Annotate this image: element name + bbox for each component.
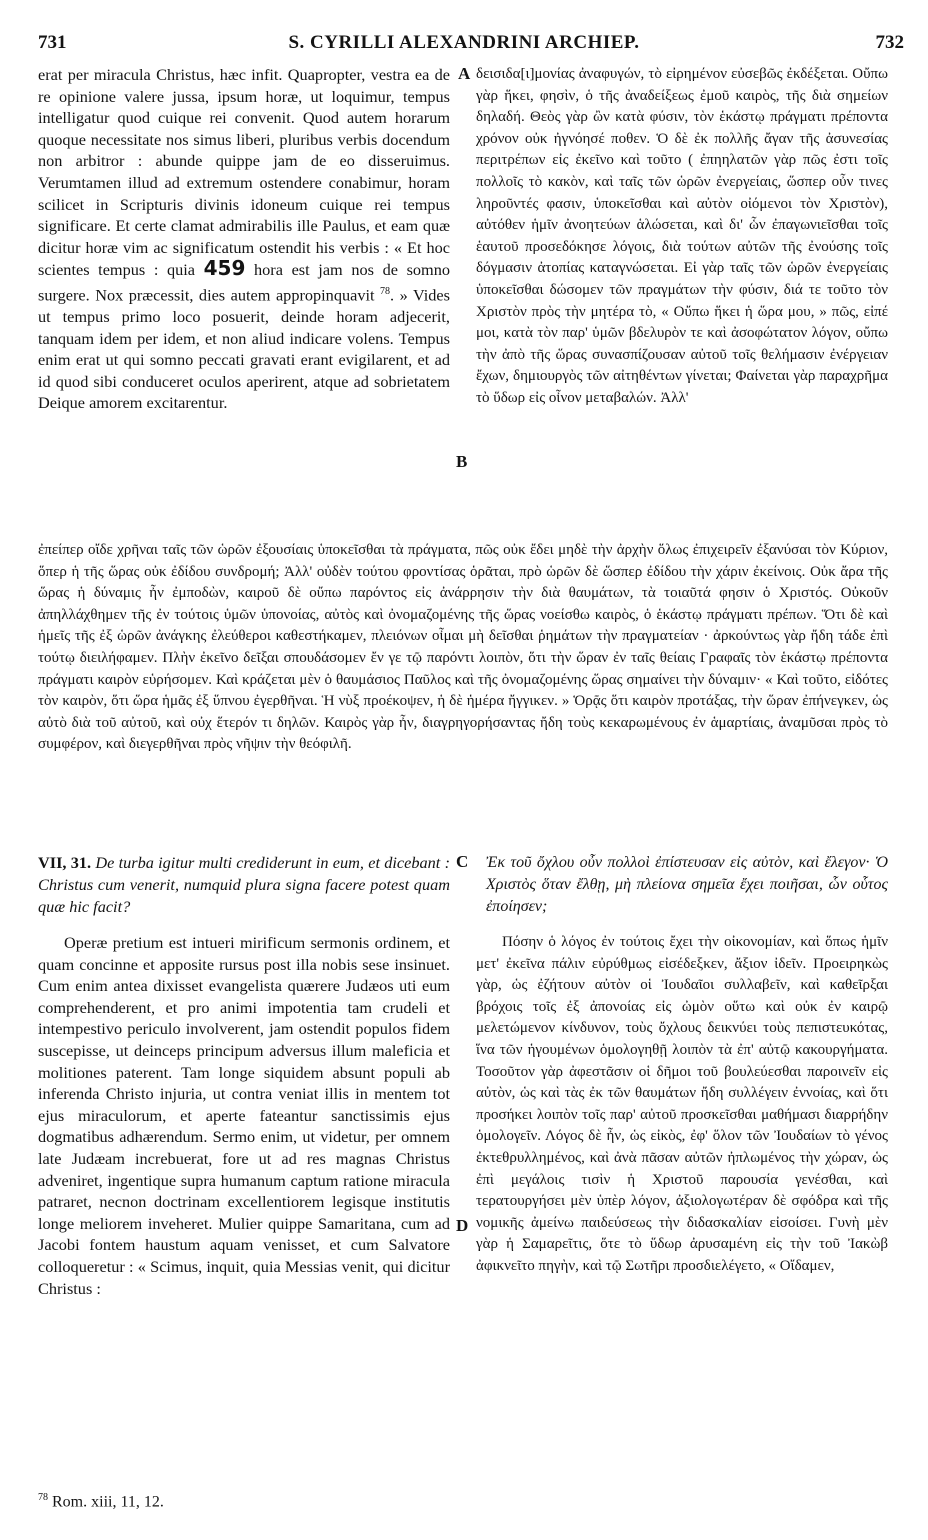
section-marker-d: D: [456, 1216, 469, 1235]
greek-text: ἐπείπερ οἴδε χρῆναι ταῖς τῶν ὡρῶν ἐξουσίαις ὑποκεῖσθαι τὰ πράγματα, πῶς οὐκ ἔδει μηδὲ τὴν ἀρχὴν ὅλως ἐπιχειρεῖν ἐξανύσαι τὸν Κύριον, ὅπερ ἡ τῆς ὥρας οὐκ ἐδίδου συνδρομή; Ἀλλ' οὐδὲν τούτου φροντίσας ὁρᾶται, πρὸ ὡρῶν δὲ ὥσπερ ἐδίδου τὴν χάριν ἐκείνοις. Οὐκ ἄρα τῆς ὥρας ἡ δύναμις ἦν ἐμποδὼν, καιροῦ δὲ οὔπω παρόντος εἰς ἀνάρρησιν τὴν διὰ θαυμάτων, τὰ τοιαῦτά φησιν ὁ Χριστός. Οὐκοῦν ἀπηλλάχθημεν τῆς ἐν τούτοις ὑμῶν ὑπονοίας, αὐτὸς καὶ ὀνομαζομένης τῆς ὥρας νοείσθω καιρὸς, ὁ ἑκάστῳ πράγματι πρέπων. Ὅτι δὲ καὶ ἡμεῖς τῆς ἐξ ὡρῶν ἀνάγκης ἐλεύθεροι καθεστήκαμεν, πλειόνων οἶμαι μὴ δεῖσθαι ῥημάτων τὴν πραγματείαν · ἀρκούντως γὰρ ἤδη τάδε ἐπὶ τούτῳ διειλήφαμεν. Πλὴν ἐκεῖνο δεῖξαι σπουδάσομεν ἔν γε τῷ παρόντι λοιπὸν, ὅτι τὴν ὥραν ἐν ταῖς θείαις Γραφαῖς τὸν ἑκάστῳ πρέποντα πράγματι καιρὸν εὑρήσομεν. Καὶ κράζεται μὲν ὁ θαυμάσιος Παῦλος καὶ τῆς ὀνομαζομένης ὥρας σημαίνει τὴν δύναμιν· « Καὶ τοῦτο, εἰδότες τὸν καιρὸν, ὅτι ὥρα ἡμᾶς ἐξ ὕπνου ἐγερθῆναι. Ἡ νὺξ προέκοψεν, ἡ δὲ ἡμέρα ἤγγικεν. » Ὁρᾷς ὅτι καιρὸν προτάξας, τὴν ὥραν ἐπήνεγκεν, ὡς αὐτὸ διὰ τοῦ αὐτοῦ, καὶ οὐχ ἕτερόν τι δηλῶν. Καιρὸς γὰρ ἦν, διαγρηγορήσαντας ἤδη τοὺς κεκαρωμένους ἐν ἁμαρτίαις, ἀναμῦσαι πρὸς τὸ συμφέρον, καὶ διεγερθῆναι πρὸς νῆψιν τὴν θεόφιλῆ.: [38, 542, 888, 753]
greek-heading: [486, 852, 888, 918]
verse-text: De turba igitur multi crediderunt in eum, et dicebant : Christus cum venerit, numquid plura signa facere potest quam quæ hic facit?: [38, 853, 450, 916]
page-number-right: 732: [875, 32, 904, 53]
section-marker-c: C: [456, 852, 469, 871]
latin-heading: [38, 852, 450, 918]
greek-full-width: [38, 540, 888, 756]
section-marker-b: B: [456, 452, 468, 471]
greek-column-top: [476, 64, 888, 410]
verse-text: Ἐκ τοῦ ὄχλου οὖν πολλοὶ ἐπίστευσαν εἰς αὐτὸν, καὶ ἔλεγον· Ὁ Χριστὸς ὅταν ἔλθῃ, μὴ πλείονα σημεῖα ἔχει ποιῆσαι, ὧν οὗτος ἐποίησεν;: [486, 854, 888, 915]
section-marker-a: A: [458, 64, 471, 83]
page-header: [0, 32, 928, 56]
latin-text: . » Vides ut tempus primo loco posuerit, deinde horam adjecerit, tanquam idem per idem, et non aliud indicare volens. Tempus enim erat ut qui somno peccati gravati erant evigilarent, et ad id quod sibi conduceret oculos aperirent, atque ad sobrietatem Deique amorem excitarentur.: [38, 285, 450, 413]
footnote-number: 78: [38, 1492, 48, 1503]
footnote-text: Rom. xiii, 11, 12.: [48, 1493, 164, 1511]
greek-column-bottom: [476, 932, 888, 1278]
running-title: S. CYRILLI ALEXANDRINI ARCHIEP.: [288, 32, 640, 53]
greek-text: Πόσην ὁ λόγος ἐν τούτοις ἔχει τὴν οἰκονομίαν, καὶ ὅπως ἡμῖν μετ' ἐκεῖνα πάλιν εὐρύθμως εἰσέδεξκεν, ἄξιον ἰδεῖν. Προειρηκὼς γὰρ, ὡς ἐζήτουν αὐτὸν οἱ Ἰουδαῖοι συλλαβεῖν, καὶ καθεῖρξαι βρόχοις τοῖς ἐξ ἀπονοίας εἰς ὠμὸν οὕτω καὶ οὐκ ἐν καιρῷ μελετώμενον κίνδυνον, τοὺς ὄχλους δεικνύει τοὺς πεπιστευκότας, ἵνα τῶν ἡγουμένων ὁμολογηθῇ λοιπὸν τὰ ἐπ' αὐτῷ κακουργήματα. Τοσοῦτον γὰρ ἀφεστᾶσιν οἱ δῆμοι τοῦ βουλεύεσθαι παροινεῖν εἰς αὐτὸν, ὡς καὶ τὰς ἐκ τῶν θαυμάτων ἤδη συλλέγειν ἐννοίας, καὶ ὅτι προσήκει λοιπὸν τοῖς παρ' αὐτοῦ προσκεῖσθαι μαθήμασι διαρρήδην ὁμολογεῖν. Λόγος δὲ ἦν, ὡς εἰκὸς, ἐφ' ὅλον τῶν Ἰουδαίων τὸ γένος ἐκτεθρυλλημένος, καὶ ἀνὰ πᾶσαν αὐτῶν ἠπλωμένος τὴν χώραν, ὡς ἐπὶ μεγάλοις τισὶν ἡ Χριστοῦ παρουσία γενέσθαι, καὶ τερατουργήσει μὲν ὑπὲρ λόγον, ἀξιολογωτέραν δὲ σφόδρα καὶ τῆς νομικῆς ἀμείνω παιδεύσεως τὴν διδασκαλίαν εἰσοίσει. Γυνὴ μὲν γὰρ ἡ Σαμαρεῖτις, ὅτε τὸ ὕδωρ ἀρυσαμένη εἰς τὴν τοῦ Ἰακὼβ ἀφικνεῖτο πηγὴν, καὶ τῷ Σωτῆρι προσδιελέγετο, « Οἴδαμεν,: [476, 934, 888, 1274]
footnote-ref: 78: [380, 285, 391, 297]
latin-text: erat per miracula Christus, hæc infit. Quapropter, vestra ea de re opinione valere jussa, ipsum horæ, ut loquimur, tempus intelligatur quod cuique rei convenit. Quod autem horarum quoque necessitate nos simus liberi, pluribus verbis docendum non arbitror : abunde quippe jam de eo disseruimus. Verumtamen illud ad extremum ostendere conabimur, horam scilicet in Scripturis divinis idoneum cuique rei tempus significare. Et certe clamat admirabilis ille Paulus, et eam quæ dicitur horæ vim ac significatum ostendit his verbis : « Et hoc scientes tempus : quia: [38, 65, 450, 280]
greek-text: δεισιδα[ι]μονίας ἀναφυγών, τὸ εἰρημένον εὐσεβῶς ἐκδέξεται. Οὔπω γὰρ ἥκει, φησὶν, ὁ τῆς ἀναδείξεως ἐμοῦ καιρὸς, τῆς διὰ σημείων δηλαδή. Θεὸς γὰρ ὢν κατὰ φύσιν, τὸν ἑκάστῳ πράγματι πρέποντα χρόνον οὐκ ἠγνόησέ ποθεν. Ὁ δὲ ἐκ πολλῆς ἄγαν τῆς ἀσυνεσίας περιτρέπων εἰς ἐκεῖνο καὶ τοῦτο ( ἐπηηλατῶν γὰρ πῶς ἐστι τοῖς πολλοῖς τὸ κακὸν, καὶ ταῖς τῶν ὡρῶν ἐνεργείαις, ὥσπερ οὖν τινες ληροῦντές φασιν, ὑποκεῖσθαι καὶ αὐτὸν οἰόμενοι τὸν Χριστὸν), αὐτόθεν ἡμῖν ἀνοητεύων ἁλώσεται, καὶ δι' ὧν ἐπαγωνιεῖσθαι τοῖς ἑαυτοῦ προσεδόκησε λόγοις, διὰ τούτων αὐτῶν τῆς ἐνούσης τοῖς δόγμασιν ἀτοπίας καταγνώσεται. Εἰ γὰρ ταῖς τῶν ὡρῶν ἐνεργείαις ὑποκεῖσθαι δώσομεν τῶν πραγμάτων τὴν φύσιν, διά τε τοῦτο τὸν Χριστὸν πρὸς τὴν μητέρα τὸ, « Οὔπω ἥκει ἡ ὥρα μου, » πῶς, εἰπέ μοι, κατὰ τὸν παρ' ὑμῶν βδελυρὸν τε καὶ ἀσοφώτατον λόγον, οὔπω τὴν ἀπὸ τῆς ὥρας συνασπίζουσαν αὐτοῦ τοῖς θελήμασιν ἐνέργειαν ἔχων, δημιουργὸς τῶν αἰτηθέντων γίνεται; Φαίνεται γὰρ παραχρῆμα τὸ ὕδωρ εἰς οἶνον μεταβαλών. Ἀλλ': [476, 66, 888, 406]
latin-column-bottom: [38, 932, 450, 1299]
margin-number: 459: [203, 256, 246, 281]
verse-number: VII, 31.: [38, 853, 92, 872]
latin-text: Operæ pretium est intueri mirificum sermonis ordinem, et quam concinne et apposite rursus post illa nobis sese insinuet. Cum enim antea dixisset evangelista quærere Judæos uti eum comprehenderent, et pro animi impotentia tam crudeli et intempestivo periculo involverent, jam ostendit populos fidem suscepisse, ut deinceps principum adversus illum maleficia et molitiones paterent. Tam longe siquidem absunt populi ab inferenda Christo injuria, ut contra veniat illis in mentem tot ejus miraculorum, et aperte fateantur sanctissimis ejus dogmatibus adhærendum. Sermo enim, ut videtur, per omnem late Judæam increbuerat, fore ut ad res magnas Christus adveniret, ingentique supra humanum captum ratione miracula patraret, necnon doctrinam excellentiorem legisque institutis longe meliorem inveheret. Mulier quippe Samaritana, cum ad Jacobi fontem haustum aquam venisset, et cum Salvatore colloqueretur : « Scimus, inquit, quia Messias venit, qui dicitur Christus :: [38, 933, 450, 1298]
page-number-left: 731: [38, 32, 67, 53]
footnote: [38, 1492, 164, 1511]
latin-text: hora est jam nos de somno surgere. Nox præcessit, dies autem appropinquavit: [38, 260, 450, 305]
latin-column-top: [38, 64, 450, 414]
